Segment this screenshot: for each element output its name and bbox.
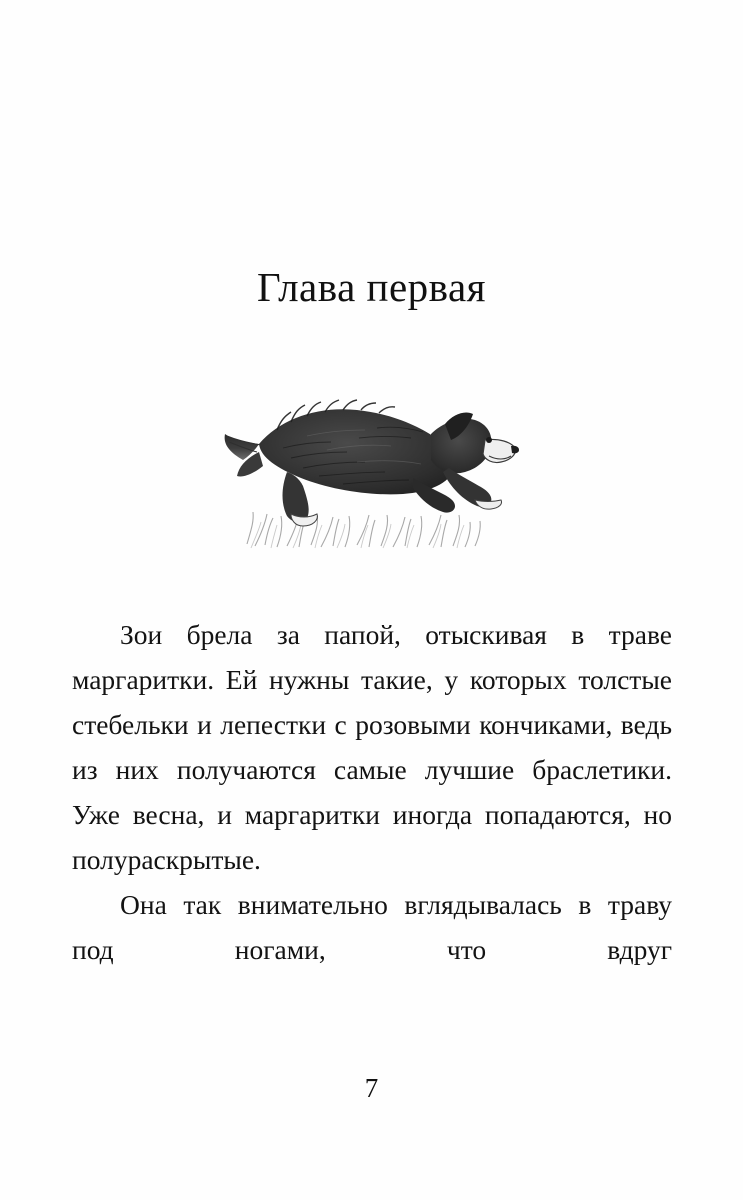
paragraph-1: Зои брела за папой, отыскивая в траве маргаритки. Ей нужны такие, у которых толстые стебельки и лепестки с розовыми кончиками, ведь из них получаются самые лучшие браслетики. Уже весна, и маргаритки иногда попадаются, но полураскрытые.: [72, 619, 672, 875]
page-title: Глава первая: [256, 264, 487, 311]
page-number: 7: [364, 1073, 379, 1103]
page-body: [72, 612, 672, 972]
running-dog-illustration: [207, 348, 537, 578]
paragraph-2: Она так внимательно вглядывалась в траву под ногами, что вдруг: [72, 889, 672, 965]
